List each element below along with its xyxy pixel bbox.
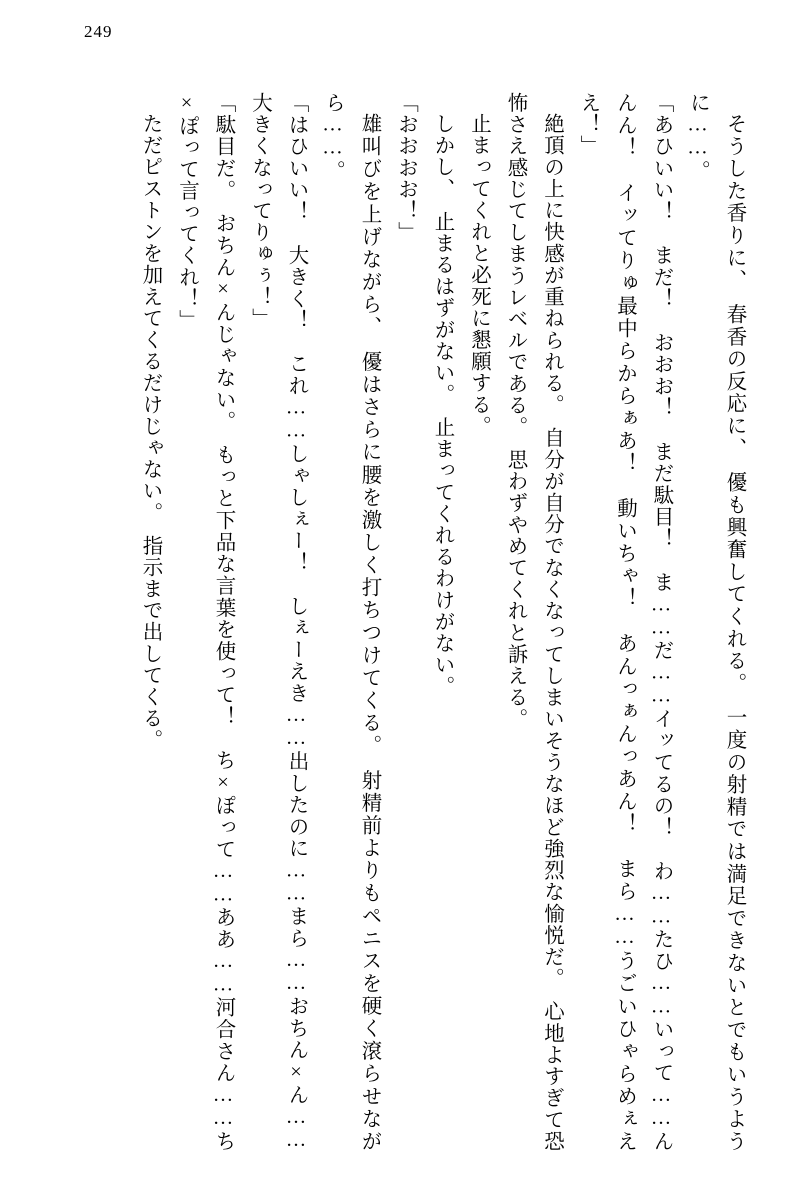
paragraph: 「あひいい！ まだ！ おおお！ まだ駄目！ ま……だ……イッてるの！ わ……たひ……いって……んんん！ イッてりゅ最中らからぁあ！ 動いちゃ！ あんっぁんっあん！ まら……うごいひゃらめぇええ！」	[577, 92, 672, 1152]
page-text-body	[40, 92, 752, 1152]
page-number: 249	[84, 22, 113, 41]
paragraph: しかし、 止まるはずがない。 止まってくれるわけがない。	[431, 113, 453, 698]
paragraph: 雄叫びを上げながら、 優はさらに腰を激しく打ちつけてくる。 射精前よりもペニスを硬く滾らせながら……。	[321, 92, 380, 1152]
paragraph: 「駄目だ。 おちん×んじゃない。 もっと下品な言葉を使って！ ち×ぽって……ああ……河合さん……ち×ぽって言ってくれ！」	[175, 92, 234, 1152]
paragraph: そうした香りに、 春香の反応に、 優も興奮してくれる。 一度の射精では満足できないとでもいうように……。	[686, 92, 745, 1152]
paragraph: ただピストンを加えてくるだけじゃない。 指示まで出してくる。	[139, 113, 161, 751]
paragraph: 「おおおお！」	[394, 92, 417, 244]
paragraph: 絶頂の上に快感が重ねられる。 自分が自分でなくなってしまいそうなほど強烈な愉悦だ。 心地よすぎて恐怖さえ感じてしまうレベルである。 思わずやめてくれと訴える。	[504, 92, 563, 1152]
paragraph: 「はひいい！ 大きく！ これ……しゃしぇー！ しぇーえき……出したのに……まら……おちん×ん……大きくなってりゅぅ！」	[248, 92, 307, 1152]
paragraph: 止まってくれと必死に懇願する。	[467, 113, 490, 437]
